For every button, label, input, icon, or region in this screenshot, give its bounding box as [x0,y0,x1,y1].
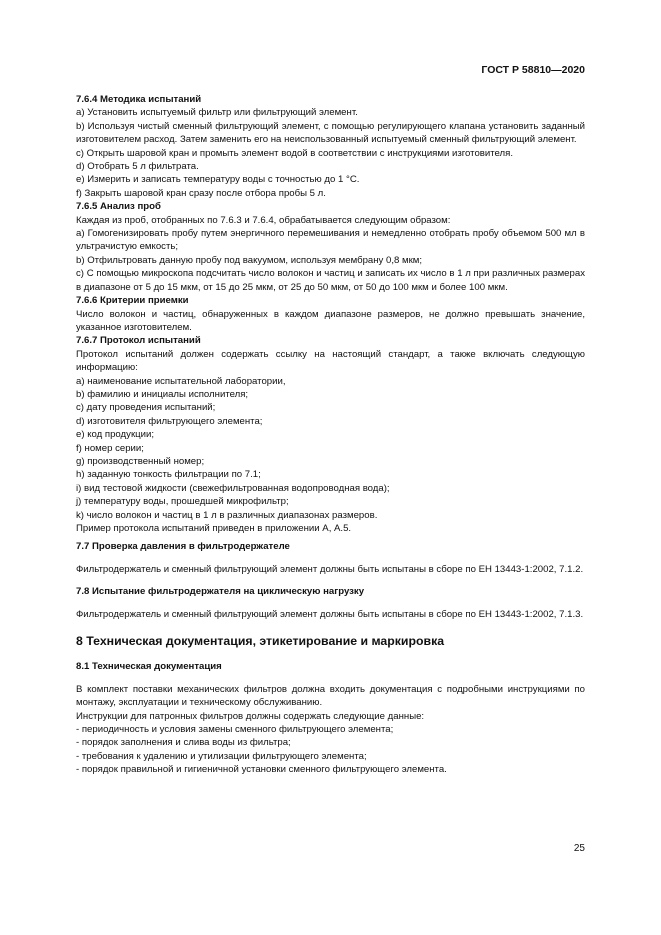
s77-text: Фильтродержатель и сменный фильтрующий элемент должны быть испытаны в сборе по ЕН 13443-1:2002, 7.1.2. [76,563,584,575]
page-number: 25 [573,843,585,854]
list-item: f) номер серии; [76,442,144,454]
list-item: b) фамилию и инициалы исполнителя; [76,388,249,400]
standard-code: ГОСТ Р 58810—2020 [481,64,585,76]
list-item: j) температуру воды, прошедшей микрофильтр; [76,496,289,508]
s78-text: Фильтродержатель и сменный фильтрующий элемент должны быть испытаны в сборе по ЕН 13443-1:2002, 7.1.3. [76,608,584,620]
section-7-8-title: 7.8 Испытание фильтродержателя на циклическую нагрузку [76,586,365,598]
s81-p2: Инструкции для патронных фильтров должны содержать следующие данные: [76,710,425,722]
list-item: - требования к удалению и утилизации фильтрующего элемента; [76,750,367,762]
s765-intro: Каждая из проб, отобранных по 7.6.3 и 7.6.4, обрабатывается следующим образом: [76,214,451,226]
section-7-6-4-title: 7.6.4 Методика испытаний [76,94,202,105]
list-item: i) вид тестовой жидкости (свежефильтрованная водопроводная вода); [76,482,390,494]
s765-item-c: c) С помощью микроскопа подсчитать число волокон и частиц и записать их число в 1 л при различных размерах в диапазоне от 5 до 15 мкм, от 15 до 25 мкм, от 25 до 50 мкм, от 50 до 100 мкм и более 100 мкм. [76,268,585,293]
list-item: - порядок правильной и гигиеничной установки сменного фильтрующего элемента. [76,764,447,776]
s764-item-d: d) Отобрать 5 л фильтрата. [76,161,199,173]
list-item: e) код продукции; [76,429,155,441]
s767-example: Пример протокола испытаний приведен в приложении А, А.5. [76,523,352,534]
s765-item-b: b) Отфильтровать данную пробу под вакуумом, используя мембрану 0,8 мкм; [76,254,423,266]
section-7-6-6-title: 7.6.6 Критерии приемки [76,295,189,307]
list-item: c) дату проведения испытаний; [76,402,216,414]
section-8-1-title: 8.1 Техническая документация [76,661,222,673]
s764-item-f: f) Закрыть шаровой кран сразу после отбора пробы 5 л. [76,187,326,199]
list-item: g) производственный номер; [76,455,205,467]
list-item: k) число волокон и частиц в 1 л в различных диапазонах размеров. [76,509,378,521]
s764-item-a: a) Установить испытуемый фильтр или фильтрующий элемент. [76,107,358,119]
s764-item-c: c) Открыть шаровой кран и промыть элемент водой в соответствии с инструкциями изготовителя. [76,147,513,159]
section-7-6-7-title: 7.6.7 Протокол испытаний [76,335,201,347]
s81-p1: В комплект поставки механических фильтров должна входить документация с подробными инструкциями по монтажу, эксплуатации и техническому обслуживанию. [76,683,585,709]
s764-item-b: b) Используя чистый сменный фильтрующий элемент, с помощью регулирующего клапана установить заданный изготовителем расход. Затем заменить его на неиспользованный испытуемый сменный фильтрующий элемент. [76,120,585,146]
s767-intro: Протокол испытаний должен содержать ссылку на настоящий стандарт, а также включать следующую информацию: [76,348,585,374]
section-7-7-title: 7.7 Проверка давления в фильтродержателе [76,541,290,553]
list-item: a) наименование испытательной лаборатории, [76,375,286,387]
section-7-6-5-title: 7.6.5 Анализ проб [76,201,161,213]
s764-item-e: e) Измерить и записать температуру воды с точностью до 1 °С. [76,174,360,186]
list-item: h) заданную тонкость фильтрации по 7.1; [76,469,261,481]
list-item: - периодичность и условия замены сменного фильтрующего элемента; [76,724,394,736]
list-item: - порядок заполнения и слива воды из фильтра; [76,737,291,749]
s765-item-a: a) Гомогенизировать пробу путем энергичного перемешивания и немедленно отобрать пробу объемом 500 мл в ультрачистую емкость; [76,228,585,253]
list-item: d) изготовителя фильтрующего элемента; [76,415,263,427]
page-content [76,93,585,777]
section-8-title: 8 Техническая документация, этикетирование и маркировка [76,634,445,649]
s766-text: Число волокон и частиц, обнаруженных в каждом диапазоне размеров, не должно превышать значение, указанное изготовителем. [76,308,585,333]
